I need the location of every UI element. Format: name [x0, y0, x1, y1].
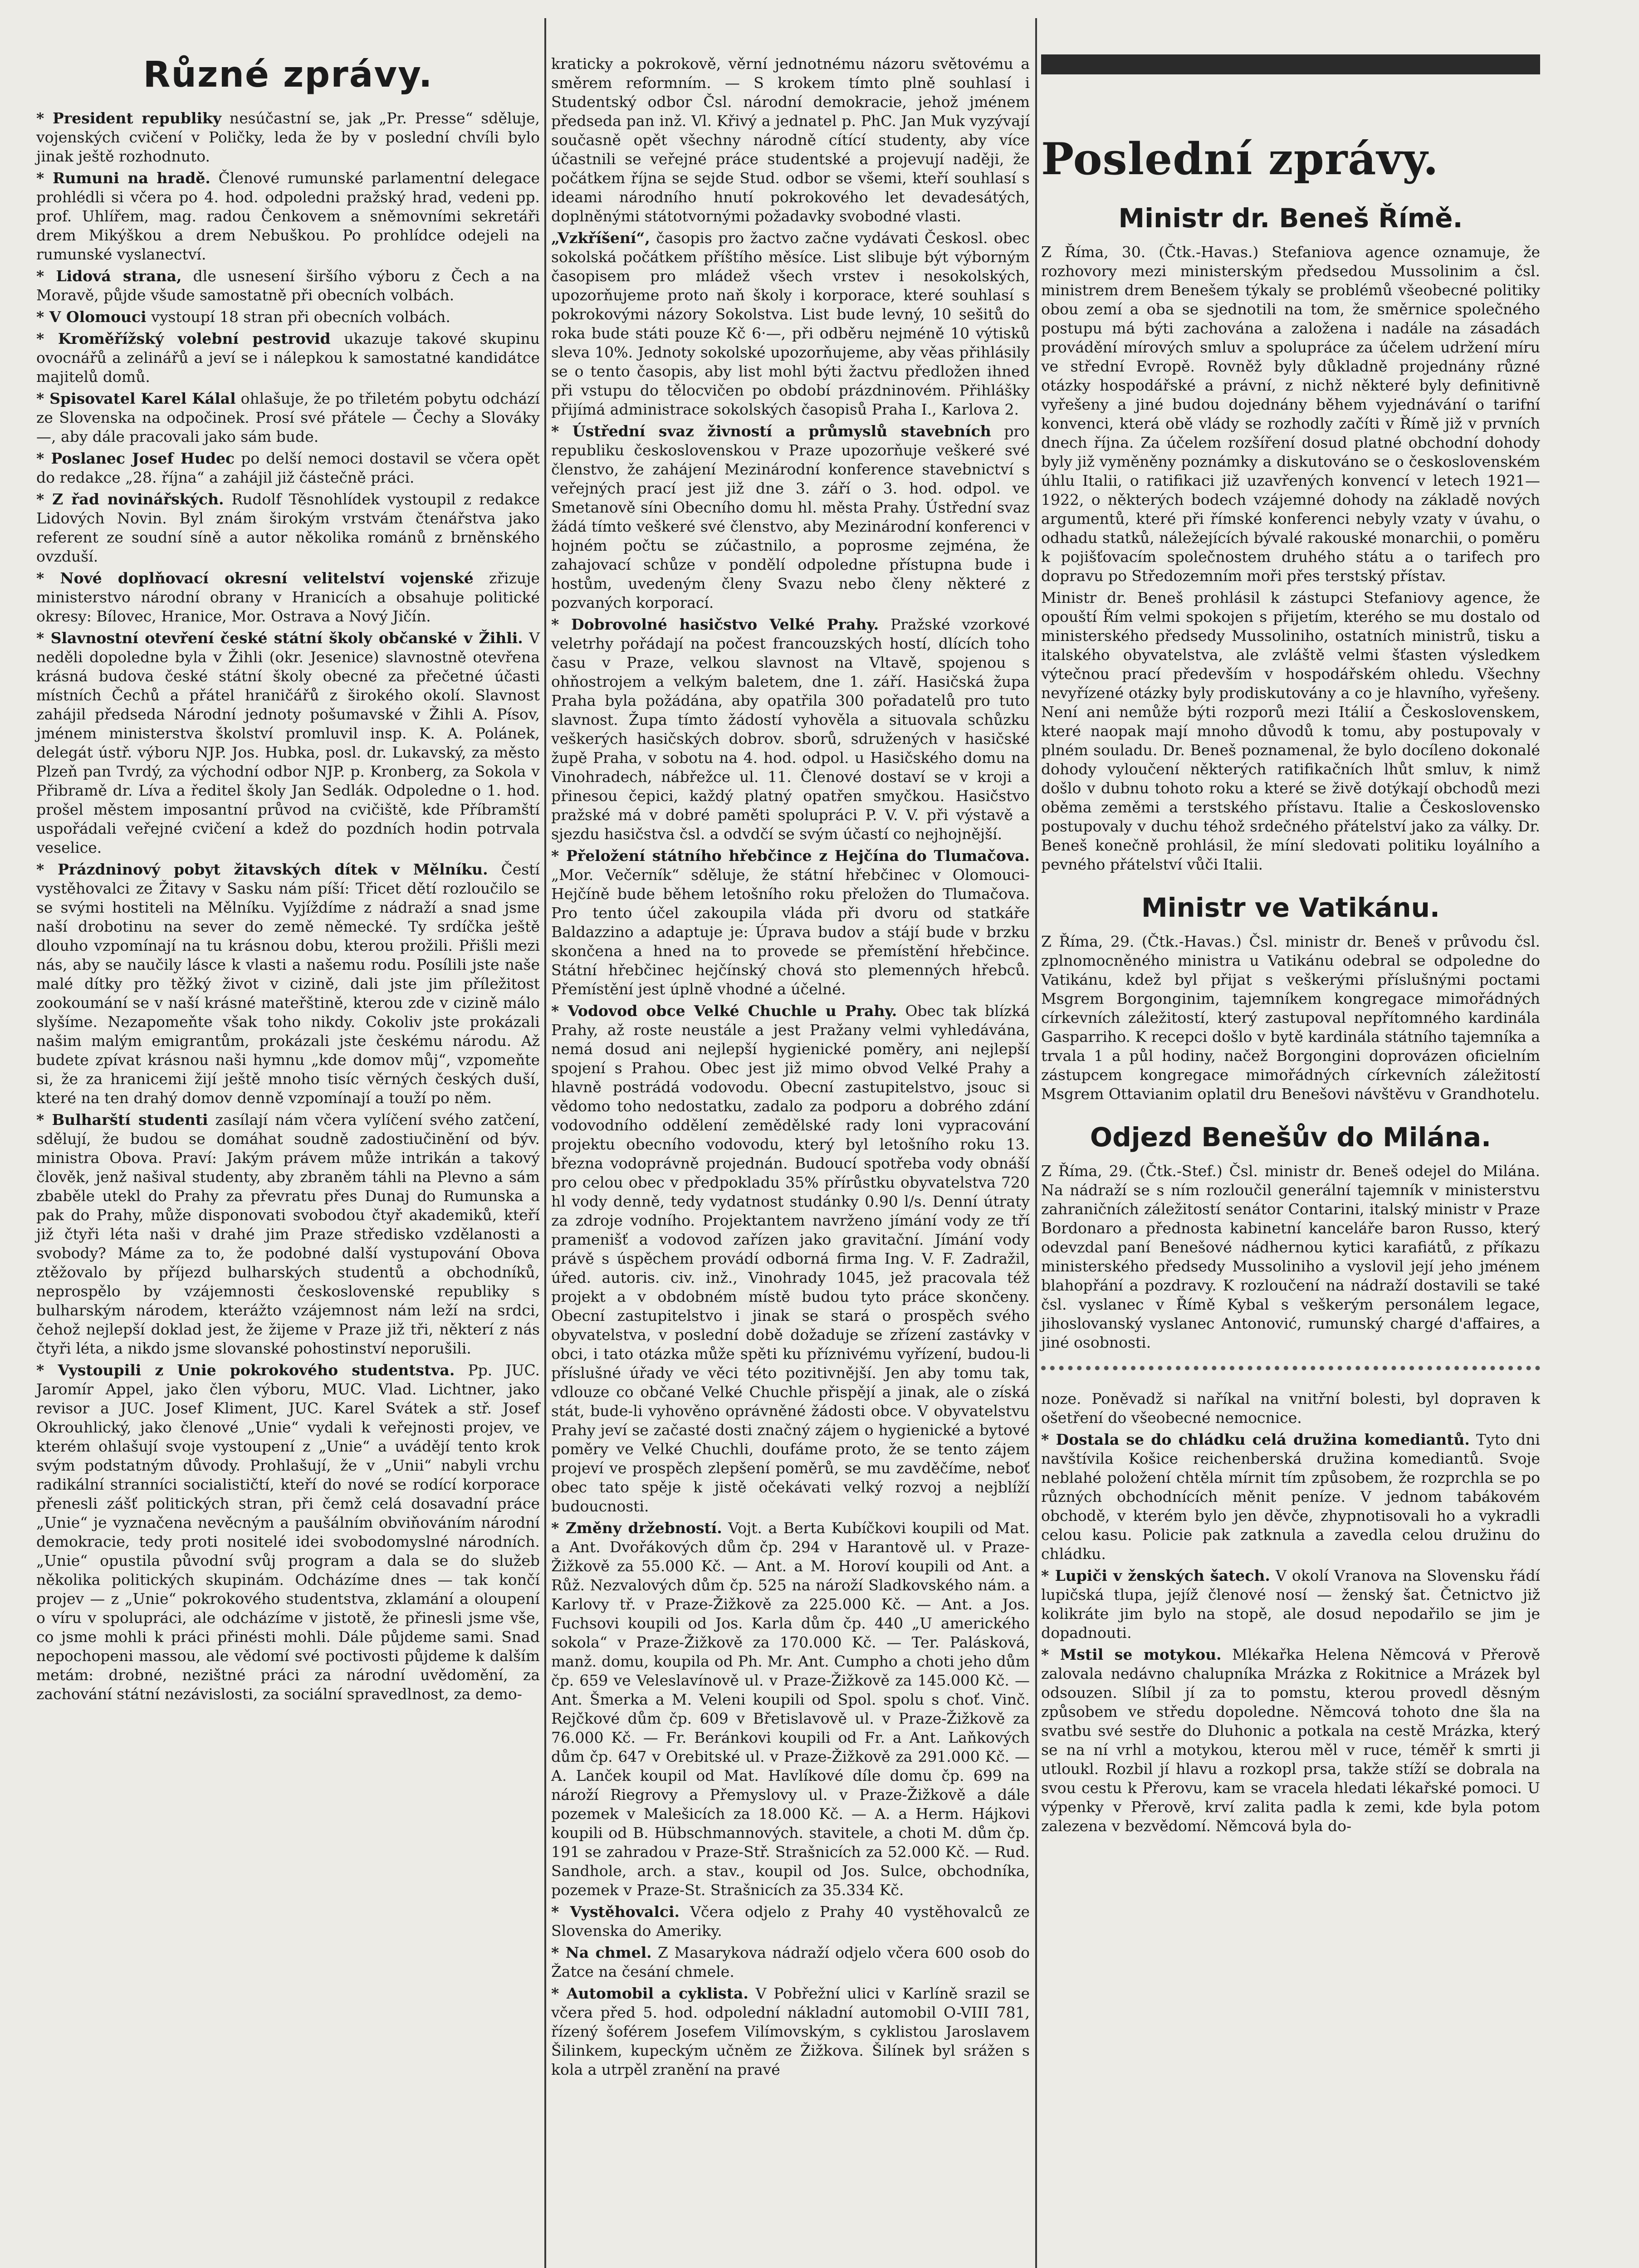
- news-item-headline: * Kroměřížský volební pestrovid: [36, 330, 331, 347]
- news-item: [551, 846, 1030, 999]
- news-item-headline: * Automobil a cyklista.: [551, 1984, 749, 2002]
- latest-news-title: Poslední zprávy.: [1041, 133, 1439, 185]
- news-item-body: zasílají nám včera vylíčení svého zatčení, sdělují, že budou se domáhat soudně zadostiučinění od býv. ministra Obova. Praví: Jakým právem může intrikán a takový člověk, jenž našival studenty, aby zbraněm táhli na Plevno a sám zbaběle utekl do Prahy za převratu přes Dunaj do Rumunska a pak do Prahy, může disponovati svobodou čtyř akademiků, kteří již čtyři léta naši v drahé jim Praze středisko vzdělanosti a svobody? Máme za to, že podobné další vystupování Obova ztěžovalo by příjezd bulharských studentů a obchodníků, neprospělo by vzájemnosti československé republiky s bulharským národem, kterážto vzájemnost nám leží na srdci, čehož nejlepší doklad jest, že žijeme v Praze již tři, některí z nás čtyři léta, a nikdo jsme slovanské pohostinství neporušili.: [36, 1111, 540, 1357]
- news-item: [1041, 1645, 1540, 1836]
- news-item-headline: * Ústřední svaz živností a průmyslů stavebních: [551, 422, 991, 440]
- news-item-body: Pražské vzorkové veletrhy pořádají na počest francouzských hostí, dlících toho času v Praze, velkou slavnost na Vltavě, spojenou s ohňostrojem a velkým baletem, dne 1. září. Hasičská župa Praha byla požádána, aby opatřila 300 pořadatelů pro tuto slavnost. Župa tímto žádostí vyhověla a situovala schůzku veškerých hasičských dobrov. sborů, sdružených v hasičské župě Praha, v sobotu na 4. hod. odpol. u Hasičského domu na Vinohradech, nábřežce ul. 11. Členové dostaví se v kroji a přinesou čepici, každý platný opatřen smyčkou. Hasičstvo pražské má v dobré paměti spolupráci P. V. V. při výstavě a sjezdu hasičstva čsl. a odvdčí se svým účastí co nejhojnější.: [551, 616, 1030, 843]
- news-item-body: Rudolf Těsnohlídek vystoupil z redakce Lidových Novin. Byl znám širokým vrstvám čtenářstva jako referent ze soudní síně a autor několika románů z brněnského ovzduší.: [36, 490, 540, 565]
- news-item-body: Včera odjelo z Prahy 40 vystěhovalců ze Slovenska do Ameriky.: [551, 1903, 1030, 1940]
- news-item: [551, 1902, 1030, 1941]
- news-item-body: Mlékařka Helena Němcová v Přerově zalovala nedávno chalupníka Mrázka z Rokitnice a Mrázek byl odsouzen. Slíbil jí za to pomstu, kterou provedl děsným způsobem ve středu dopoledne. Němcová tohoto dne šla na svatbu své sestře do Dluhonic a potkala na cestě Mrázka, který se na ní vrhl a motykou, kterou měl v ruce, téměř k smrti ji utloukl. Rozbil jí hlavu a rozkopl prsa, takže stíží se dobrala na svou cestu k Přerovu, kam se vracela hledati lékařské pomoci. U výpenky v Přerově, krví zalita padla k zemi, kde byla potom zalezena v bezvědomí. Němcová byla do-: [1041, 1646, 1540, 1835]
- news-item: [36, 449, 540, 487]
- news-item-body: V neděli dopoledne byla v Žihli (okr. Jesenice) slavnostně otevřena krásná budova české státní školy obecné za přečetné účasti místních Čechů a přátel hraničářů z širokého okolí. Slavnost zahájil předseda Národní jednoty pošumavské v Žihli A. Písov, jménem ministerstva školství promluvil insp. K. A. Polánek, delegát ústř. výboru NJP. Jos. Hubka, posl. dr. Lukavský, za město Plzeň pan Tvrdý, za východní odbor NJP. p. Kronberg, za Sokola v Přibramě dr. Líva a ředitel školy Jan Sedlák. Odpoledne o 1. hod. prošel městem imposantní průvod na cvičiště, kde Příbramští uspořádali veřejné cvičení a kdež do pozdních hodin potrvala veselice.: [36, 629, 540, 856]
- column-rule-1: [544, 18, 546, 2268]
- column-3: [1041, 54, 1540, 1838]
- news-item: [36, 569, 540, 626]
- col3-articles: [1041, 1430, 1540, 1836]
- news-item-body: vystoupí 18 stran při obecních volbách.: [146, 308, 450, 326]
- news-item-headline: * Lidová strana,: [36, 267, 182, 285]
- news-item-headline: * Spisovatel Karel Kálal: [36, 390, 236, 407]
- news-item-body: V Pobřežní ulici v Karlíně srazil se včera před 5. hod. odpolední nákladní automobil O-VIII 781, řízený šoférem Josefem Vilímovským, s cyklistou Jaroslavem Šilinkem, kupeckým učněm ze Žižkova. Šilínek byl srážen s kola a utrpěl zranění na pravé: [551, 1984, 1030, 2078]
- news-item-headline: * Na chmel.: [551, 1944, 652, 1961]
- news-item-body: „Mor. Večerník“ sděluje, že státní hřebčinec v Olomouci-Hejčíně bude během letošního roku přeložen do Tlumačova. Pro tento účel zakoupila vláda při dvoru od statkáře Baldazzino a adaptuje je: Úprava budov a stájí bude v brzku skončena a hned na to provede se přemístění hřebčince. Státní hřebčinec hejčínský chová sto plemenných hřebců. Přemístění jest úplně vhodné a účelné.: [551, 866, 1030, 998]
- col1-articles: [36, 109, 540, 1704]
- news-item-body: po delší nemoci dostavil se včera opět do redakce „28. října“ a zahájil již částečně práci.: [36, 450, 540, 486]
- news-item-headline: „Vzkříšení“,: [551, 229, 650, 247]
- news-item-body: pro republiku československou v Praze upozorňuje veškeré své členstvo, že zahájení Mezinárodní konference stavebnictví s veřejných prací jest již dne 3. září o 3. hod. odpol. ve Smetanově síni Obecního domu hl. města Prahy. Ústřední svaz žádá tímto veškeré své členstvo, aby Mezinárodní konferenci v hojném počtu se zúčastnilo, a poprosme zejména, že zahajovací schůze v pondělí odpoledne přístupna bude i hostům, uvedeným členy Svazu nebo členy některé z pozvaných korporací.: [551, 422, 1030, 611]
- news-item-body: zřizuje ministerstvo národní obrany v Hranicích a obsahuje politické okresy: Bílovec, Hranice, Mor. Ostrava a Nový Jičín.: [36, 569, 540, 625]
- col2-articles: [551, 229, 1030, 2079]
- article-paragraph: Z Říma, 30. (Čtk.-Havas.) Stefaniova agence oznamuje, že rozhovory mezi ministerským předsedou Mussolinim a čsl. ministrem drem Benešem týkaly se problémů všeobecné politiky obou zemí a oba se sjednotili na tom, že směrnice společného postupu má býti zachována a založena i nadále na zásadách provádění mírových smluv a spolupráce za účelem udržení míru ve střední Evropě. Rovněž byly důkladně projednány různé otázky hospodářské a právní, z nichž některé byly definitivně vyřešeny a jiné budou dojednány během vyjednávání o tarifní konvenci, která obě vlády se rozhodly začíti v Římě již v prvních dnech října. Za účelem rozšíření dosud platné obchodní dohody byly již vyměněny poznámky a diskutováno se o československém úhlu Italii, o ratifikaci již uzavřených konvencí v letech 1921—1922, o některých bodech vzájemné dohody na základě nových argumentů, které při římské konferenci nebyly vzaty v úvahu, o odhadu statků, náležejících bývalé rakouské monarchii, o poměru k pojišťovacím společnostem druhého státu a o tarifech pro dopravu po Středozemním moři přes terstský přístav.: [1041, 243, 1540, 585]
- col3-sections: [1041, 203, 1540, 1352]
- column-2: [551, 54, 1030, 2082]
- news-item: [36, 1361, 540, 1704]
- news-item-body: Obec tak blízká Prahy, až roste neustále a jest Pražany velmi vyhledávána, nemá dosud ani nejlepší hygienické poměry, ani nejlepší spojení s Prahou. Obec jest již mimo obvod Velké Prahy a hlavně postrádá vodovodu. Obecní zastupitelstvo, jsouc si vědomo toho nedostatku, zadalo za podporu a dobrého zdání vodovodního oddělení zemědělské rady loni vypracování projektu obecního vodovodu, který byl letošního roku 13. března vodoprávně projednán. Budoucí spotřeba vody obnáší pro celou obec v předpokladu 35% přírůstku obyvatelstva 720 hl vody denně, tedy vydatnost studánky 0.90 l/s. Denní útraty za zdroje vodního. Projektantem navrženo jímání vody ze tří pramenišť a vodovod zařízen jako gravitační. Jímání vody právě s úspěchem provádí odborná firma Ing. V. F. Zadražil, úřed. autoris. civ. inž., Vinohrady 1045, jež pracovala též projekt a v obdobném místě budou tyto práce skončeny. Obecní zastupitelstvo i jinak se stará o prospěch svého obyvatelstva, v poslední době dožaduje se zřízení zastávky v obci, i tato otázka může spěti ku příznivému vyřízení, budou-li příslušné úřady ve věci této pozitivnější. Jen aby tomu tak, vdlouze co občané Velké Chuchle přispějí a jinak, ale o získá stát, bude-li vyhověno oprávněné žádosti obce. V obyvatelstvu Prahy jeví se začasté dosti značný zájem o hygienické a bytové poměry ve Velké Chuchli, doufáme proto, že se tento zájem projeví ve prospěch zlepšení poměrů, se mu zavděčíme, neboť obec tato spěje k jistě očekávati velký rozvoj a nejblíží budoucnosti.: [551, 1002, 1030, 1515]
- news-item-headline: * Změny držebností.: [551, 1519, 722, 1537]
- news-item-body: Členové rumunské parlamentní delegace prohlédli si včera po 4. hod. odpoledni pražský hrad, vedeni pp. prof. Uhlířem, mag. radou Čenkovem a sněmovními sekretáři drem Mikýškou a drem Nebuškou. Po prohlídce odejeli na rumunské vyslanectví.: [36, 169, 540, 263]
- news-item-body: Vojt. a Berta Kubíčkovi koupili od Mat. a Ant. Dvořákových dům čp. 294 v Harantově ul. v Praze-Žižkově za 55.000 Kč. — Ant. a M. Horoví koupili od Ant. a Růž. Nezvalových dům čp. 525 na nároží Sladkovského nám. a Karlovy tř. v Praze-Žižkově za 225.000 Kč. — Ant. a Jos. Fuchsovi koupili od Jos. Karla dům čp. 440 „U amerického sokola“ v Praze-Žižkově za 170.000 Kč. — Ter. Palásková, manž. domu, koupila od Ph. Mr. Ant. Cumpho a choti jeho dům čp. 659 ve Veleslavínově ul. v Praze-Žižkově za 145.000 Kč. — Ant. Šmerka a M. Veleni koupili od Spol. spolu s choť. Vinč. Rejčkové dům čp. 609 v Břetislavově ul. v Praze-Žižkově za 76.000 Kč. — Fr. Beránkovi koupili od Fr. a Ant. Laňkových dům čp. 647 v Orebitské ul. v Praze-Žižkově za 291.000 Kč. — A. Lanček koupil od Mat. Havlíkové díle domu čp. 699 na nároží Riegrovy a Přemyslovy ul. v Praze-Žižkově a dále pozemek v Malešicích za 18.000 Kč. — A. a Herm. Hájkovi koupili od B. Hübschmannových. stavitele, a choti M. dům čp. 191 se zahradou v Praze-Stř. Strašnicích za 52.000 Kč. — Rud. Sandhole, arch. a stav., koupil od Jos. Sulce, obchodníka, pozemek v Praze-St. Strašnicích za 35.334 Kč.: [551, 1519, 1030, 1899]
- continuation-text: noze. Poněvadž si naříkal na vnitřní bolesti, byl dopraven k ošetření do všeobecné nemocnice.: [1041, 1390, 1540, 1427]
- news-item: [36, 629, 540, 857]
- news-item-body: Pp. JUC. Jaromír Appel, jako člen výboru, MUC. Vlad. Lichtner, jako revisor a JUC. Josef Kliment, JUC. Karel Svátek a stř. Josef Okrouhlický, jako členové „Unie“ vydali k veřejnosti projev, ve kterém ohlašují svoje vystoupení z „Unie“ a uvádějí tento krok svým podstatným důvody. Prohlašují, že v „Unii“ nabyli vrchu radikální stranníci socialističtí, kteří do nové se rodící korporace přenesli zášť politických stran, při čemž celá dosavadní práce „Unie“ je vyznačena nevěcným a paušálním obviňováním národní demokracie, tedy proti nositelé idei svobodomyslné národních. „Unie“ opustila původní svůj program a dala se do služeb několika politických skupinám. Odcházíme dnes — tak končí projev — z „Unie“ pokrokového studentstva, zklamání a oloupení o víru v spolupráci, ale odcházíme v jistotě, že přinesli jsme vše, co jsme mohli k práci přinésti mohli. Dále půjdeme sami. Snad nepochopeni massou, ale vědomí své poctivosti půjdeme k dalším metám: drobné, nezištné práci za národní uvědomění, za zachování státní nezávislosti, za sociální spravedlnost, za demo-: [36, 1361, 540, 1703]
- news-item-headline: * Slavnostní otevření české státní školy občanské v Žihli.: [36, 629, 523, 647]
- news-item: [1041, 1430, 1540, 1564]
- news-item-headline: * Z řad novinářských.: [36, 490, 224, 508]
- news-item: [36, 308, 540, 327]
- news-item: [36, 267, 540, 305]
- news-item-headline: * Dobrovolné hasičstvo Velké Prahy.: [551, 616, 879, 633]
- article-paragraph: Z Říma, 29. (Čtk.-Stef.) Čsl. ministr dr. Beneš odejel do Milána. Na nádraží se s ním rozloučil generální tajemník v ministerstvu zahraničních záležitostí senátor Contarini, italský ministr v Praze Bordonaro a přednosta kabinetní kanceláře baron Russo, který odevzdal paní Benešové nádhernou kytici karafiátů, z příkazu ministerského předsedy Mussoliniho a vyslovil její jeho jménem blahopřání a pozdravy. K rozloučení na nádraží dostavili se také čsl. vyslanec v Římě Kybal s veškerým personálem legace, jihoslovanský vyslanec Antonović, rumunský chargé d'affaires, a jiné osobnosti.: [1041, 1162, 1540, 1351]
- news-item: [551, 422, 1030, 612]
- news-item-headline: * Poslanec Josef Hudec: [36, 450, 235, 467]
- news-item-headline: * Rumuni na hradě.: [36, 169, 210, 187]
- news-item-headline: * Bulharští studenti: [36, 1111, 208, 1129]
- column-rule-2: [1035, 18, 1037, 2268]
- news-item-body: ohlašuje, že po třiletém pobytu odchází ze Slovenska na odpočinek. Prosí své přátele — Čechy a Slováky —, aby dále pracovali jako sám bude.: [36, 390, 540, 445]
- news-item-body: Z Masarykova nádraží odjelo včera 600 osob do Žatce na česání chmele.: [551, 1944, 1030, 1980]
- news-item: [551, 615, 1030, 844]
- news-item: [551, 1002, 1030, 1516]
- article-heading: Ministr dr. Beneš Římě.: [1118, 203, 1463, 234]
- news-item: [1041, 1566, 1540, 1642]
- news-item-headline: * V Olomouci: [36, 308, 147, 326]
- top-bar: [1041, 54, 1540, 74]
- news-item: [36, 490, 540, 566]
- article-paragraph: Z Říma, 29. (Čtk.-Havas.) Čsl. ministr dr. Beneš v průvodu čsl. zplnomocněného ministra u Vatikánu odebral se odpoledne do Vatikánu, kdež byl přijat s veškerými příslušnými poctami Msgrem Borgonginim, tajemníkem kongregace mimořádných církevních záležitostí, který zastupoval nepřítomného kardinála Gasparriho. K recepci došlo v bytě kardinála státního tajemníka a trvala 1 a půl hodiny, načež Borgongini doprovázen oficielním zástupcem kongregace mimořádných církevních záležitostí Msgrem Ottavianim oplatil dru Benešovi návštěvu v Grandhotelu.: [1041, 933, 1540, 1103]
- column-1: [36, 54, 540, 1706]
- news-item-headline: * President republiky: [36, 109, 222, 127]
- news-item: [36, 329, 540, 386]
- news-item-headline: * Mstil se motykou.: [1041, 1646, 1222, 1663]
- section-title: Různé zprávy.: [143, 54, 433, 95]
- news-item: [36, 860, 540, 1108]
- news-item: [551, 1519, 1030, 1900]
- news-item: [551, 1984, 1030, 2079]
- news-item: [551, 229, 1030, 419]
- news-item-body: časopis pro žactvo začne vydávati Českosl. obec sokolská počátkem příštího měsíce. List slibuje být výborným časopisem pro mládež všech vrstev i nesokolských, upozorňujeme proto naň školy i korporace, které souhlasí s pokrokovými názory Sokolstva. List bude levný, 10 sešitů do roka bude státi pouze Kč 6·—, při odběru nejméně 10 výtisků sleva 10%. Jednoty sokolské upozorňujeme, aby věas přihlásily se o tento časopis, aby list mohl býti žactvu předložen ihned při vstupu do tělocvičen po období prázdninovém. Přihlášky přijímá administrace sokolských časopisů Praha I., Karlova 2.: [551, 229, 1030, 418]
- separator: [1041, 1366, 1540, 1376]
- news-item: [36, 389, 540, 446]
- news-item-body: V okolí Vranova na Slovensku řádí lupičská tlupa, jejíž členové nosí — ženský šat. Četnictvo již kolikráte jim bylo na stopě, ale dosud nepodařilo se jim je dopadnouti.: [1041, 1567, 1540, 1642]
- news-item-headline: * Vodovod obce Velké Chuchle u Prahy.: [551, 1002, 897, 1020]
- news-item: [36, 169, 540, 264]
- news-item-headline: * Vystoupili z Unie pokrokového studentstva.: [36, 1361, 455, 1379]
- continuation-text: kraticky a pokrokově, věrní jednotnému názoru světovému a směrem reformním. — S krokem tímto plně souhlasí i Studentský odbor Čsl. národní demokracie, jehož jménem předseda pan inž. Vl. Křivý a jednatel p. PhC. Jan Muk vyzývají současně opět všechny národně cítící studenty, aby více účastnili se veřejné práce studentské a projevují naději, že počátkem října se sejde Stud. odbor se všemi, kteří souhlasí s ideami národního hnutí pokrokového let devadesátých, doplněnými státotvornými požadavky svobodné vlasti.: [551, 55, 1030, 225]
- news-item-headline: * Prázdninový pobyt žitavských dítek v Mělníku.: [36, 860, 488, 878]
- news-item-headline: * Nové doplňovací okresní velitelství vojenské: [36, 569, 474, 587]
- news-item-headline: * Vystěhovalci.: [551, 1903, 680, 1921]
- news-item: [36, 109, 540, 166]
- news-item: [36, 1110, 540, 1358]
- news-item-body: ukazuje takové skupinu ovocnářů a zelinářů a jeví se i nálepkou k samostatné kandidátce majitelů domů.: [36, 330, 540, 386]
- news-item-headline: * Přeložení státního hřebčince z Hejčína do Tlumačova.: [551, 847, 1030, 865]
- news-item-body: Čestí vystěhovalci ze Žitavy v Sasku nám píší: Třicet dětí rozloučilo se se svými hostiteli na Mělníku. Vyjíždíme z nádraží a snad jsme naší drobotinu na sever do země německé. Ty srdíčka ještě dlouho vzpomínají na tu krásnou dobu, kterou prožili. Přišli mezi nás, aby se naučily lásce k vlasti a našemu rodu. Posílili jste naše malé dítky pro těžký život v cizině, dali jste jim příležitost zookoumání se v naší krásné mateřštině, kterou zde v cizině málo slyšíme. Nezapomeňte však toho nikdy. Cokoliv jste prokázali našim malým emigrantům, prokázali jste českému národu. Až budete zpívat krásnou naši hymnu „kde domov můj“, vzpomeňte si, že za hranicemi žijí ještě mnoho tisíc věrných českých duší, které na ten drahý domov denně vzpomínají a touží po něm.: [36, 860, 540, 1107]
- news-item-body: Tyto dni navštívila Košice reichenberská družina komediantů. Svoje neblahé položení chtěla mírnit tím způsobem, že rozprchla se po různých obchodnících měnit peníze. V jednom tabákovém obchodě, v kterém bylo jen děvče, zhypnotisovali ho a vykradli celou kasu. Policie pak zatknula a zavedla celou družinu do chládku.: [1041, 1431, 1540, 1563]
- news-item-headline: * Dostala se do chládku celá družina komediantů.: [1041, 1431, 1470, 1448]
- news-item-body: dle usnesení širšího výboru z Čech a na Moravě, půjde všude samostatně při obecních volbách.: [36, 267, 540, 304]
- news-item-body: nesúčastní se, jak „Pr. Presse“ sděluje, vojenských cvičení v Poličky, leda že by v poslední chvíli bylo jinak ještě rozhodnuto.: [36, 109, 540, 165]
- news-item: [551, 1943, 1030, 1981]
- article-heading: Ministr ve Vatikánu.: [1141, 892, 1440, 923]
- article-paragraph: Ministr dr. Beneš prohlásil k zástupci Stefaniovy agence, že opouští Řím velmi spokojen s přijetím, kterého se mu dostalo od ministerského předsedy Mussoliniho, ostatních ministrů, tisku a italského obyvatelstva, ale zvláště velmi šťasten výsledkem výtečnou prací především v hospodářském ohledu. Všechny nevyřízené otázky byly prodiskutovány a co je hlavního, vyřešeny. Není ani nemůže býti rozporů mezi Itálií a Československem, které naopak mají mnoho důvodů k tomu, aby postupovaly v plném souladu. Dr. Beneš poznamenal, že bylo docíleno dokonalé dohody vyloučení některých ratifikačních lhůt smluv, k nimž došlo v dubnu tohoto roku a které se živě dotýkají obchodů mezi oběma zeměmi a terstského přístavu. Italie a Československo postupovaly v duchu téhož srdečného přátelství jako za války. Dr. Beneš konečně prohlásil, že míní sledovati politiku loyálního a pevného přátelství vůči Italii.: [1041, 589, 1540, 873]
- article-heading: Odjezd Benešův do Milána.: [1090, 1122, 1492, 1153]
- news-item-headline: * Lupiči v ženských šatech.: [1041, 1567, 1270, 1584]
